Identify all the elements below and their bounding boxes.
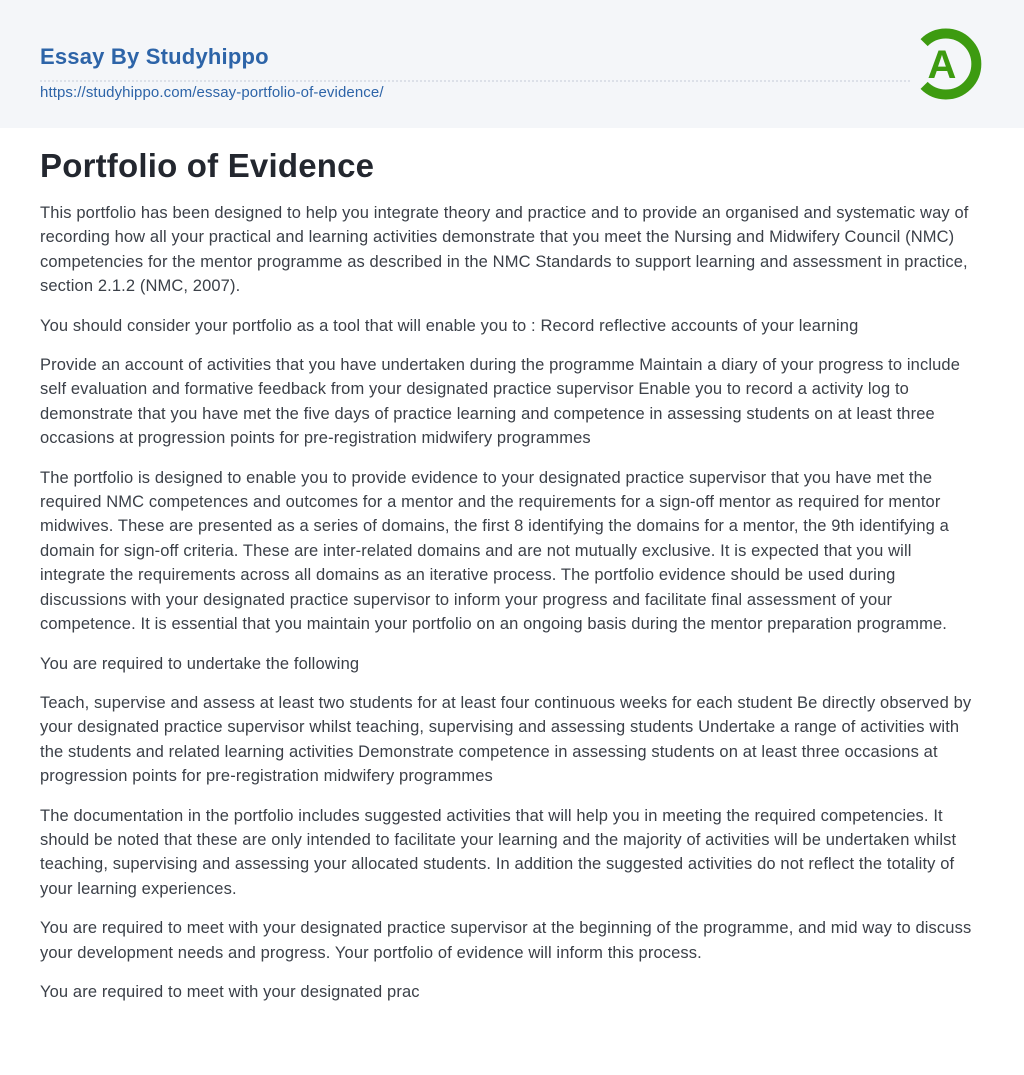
essay-paragraph: You should consider your portfolio as a tool that will enable you to : Record reflective accounts of your learning	[40, 316, 859, 335]
essay-paragraph: The portfolio is designed to enable you to provide evidence to your designated practice supervisor that you have met the required NMC competences and outcomes for a mentor and the requirements for a sign-off mentor as required for mentor midwives. These are presented as a series of domains, the first 8 identifying the domains for a mentor, the 9th identifying a domain for sign-off criteria. These are inter-related domains and are not mutually exclusive. It is expected that you will integrate the requirements across all domains as an iterative process. The portfolio evidence should be used during discussions with your designated practice supervisor to inform your progress and facilitate final assessment of your competence. It is essential that you maintain your portfolio on an ongoing basis during the mentor preparation programme.	[40, 468, 949, 634]
dotted-divider	[40, 80, 910, 82]
logo-letter: A	[927, 43, 957, 87]
studyhippo-logo-icon	[905, 23, 987, 105]
header	[0, 0, 1024, 128]
essay-paragraph: You are required to meet with your designated practice supervisor at the beginning of the programme, and mid way to discuss your development needs and progress. Your portfolio of evidence will inform this process.	[40, 919, 972, 962]
essay-paragraph: You are required to undertake the following	[40, 654, 360, 673]
essay-paragraph: Provide an account of activities that you have undertaken during the programme Maintain a diary of your progress to include self evaluation and formative feedback from your designated practice supervisor Enable you to record a activity log to demonstrate that you have met the five days of practice learning and competence in assessing students on at least three occasions at progression points for pre-registration midwifery programmes	[40, 356, 961, 448]
essay-paragraph: You are required to meet with your designated prac	[40, 982, 420, 1001]
site-title: Essay By Studyhippo	[40, 44, 269, 69]
page-title: Portfolio of Evidence	[40, 147, 375, 184]
essay-paragraph: Teach, supervise and assess at least two students for at least four continuous weeks for each student Be directly observed by your designated practice supervisor whilst teaching, supervising and assessing students Undertake a range of activities with the students and related learning activities Demonstrate competence in assessing students on at least three occasions at progression points for pre-registration midwifery programmes	[40, 693, 972, 786]
essay-url-link[interactable]: https://studyhippo.com/essay-portfolio-of-evidence/	[40, 84, 384, 101]
essay-paragraph: The documentation in the portfolio includes suggested activities that will help you in meeting the required competencies. It should be noted that these are only intended to facilitate your learning and the majority of activities will be undertaken whilst teaching, supervising and assessing your allocated students. In addition the suggested activities do not reflect the totality of your learning experiences.	[40, 806, 957, 898]
essay-paragraph: This portfolio has been designed to help you integrate theory and practice and to provide an organised and systematic way of recording how all your practical and learning activities demonstrate that you meet the Nursing and Midwifery Council (NMC) competencies for the mentor programme as described in the NMC Standards to support learning and assessment in practice, section 2.1.2 (NMC, 2007).	[40, 204, 969, 296]
essay-content	[0, 128, 1024, 1004]
